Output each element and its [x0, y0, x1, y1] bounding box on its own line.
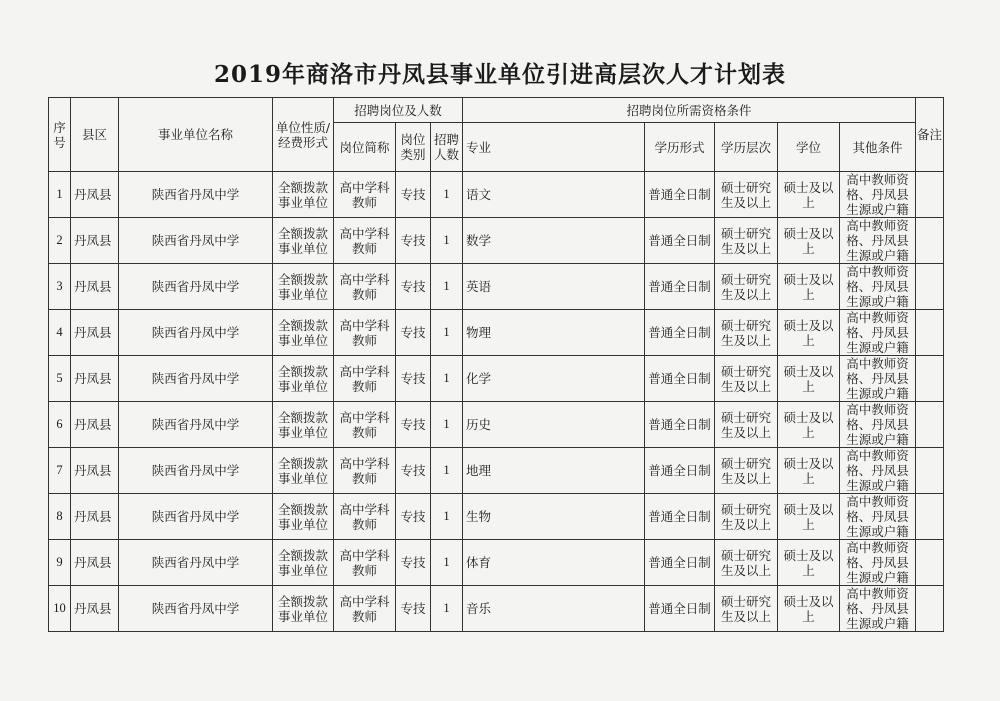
cell-edu-level: 硕士研究生及以上 [715, 264, 778, 310]
cell-post-type: 专技 [396, 264, 431, 310]
cell-major: 历史 [463, 402, 645, 448]
cell-major: 地理 [463, 448, 645, 494]
cell-remark [916, 494, 944, 540]
cell-degree: 硕士及以上 [778, 402, 840, 448]
header-edu-level: 学历层次 [715, 123, 778, 172]
cell-unit-name: 陕西省丹凤中学 [119, 172, 273, 218]
header-degree: 学位 [778, 123, 840, 172]
cell-index: 8 [49, 494, 71, 540]
cell-post-count: 1 [431, 494, 463, 540]
cell-other: 高中教师资格、丹凤县生源或户籍 [840, 172, 916, 218]
cell-edu-form: 普通全日制 [645, 356, 715, 402]
cell-edu-form: 普通全日制 [645, 402, 715, 448]
table-row [49, 310, 944, 356]
cell-county: 丹凤县 [71, 448, 119, 494]
cell-unit-nature: 全额拨款事业单位 [273, 356, 334, 402]
cell-unit-nature: 全额拨款事业单位 [273, 448, 334, 494]
cell-county: 丹凤县 [71, 264, 119, 310]
cell-post-name: 高中学科教师 [334, 356, 396, 402]
cell-remark [916, 540, 944, 586]
cell-unit-nature: 全额拨款事业单位 [273, 494, 334, 540]
cell-degree: 硕士及以上 [778, 494, 840, 540]
cell-edu-form: 普通全日制 [645, 540, 715, 586]
table-row [49, 402, 944, 448]
cell-unit-nature: 全额拨款事业单位 [273, 218, 334, 264]
header-group-post: 招聘岗位及人数 [334, 98, 463, 123]
cell-index: 10 [49, 586, 71, 632]
table-row [49, 356, 944, 402]
cell-county: 丹凤县 [71, 540, 119, 586]
header-remark: 备注 [916, 98, 944, 172]
cell-post-count: 1 [431, 356, 463, 402]
cell-index: 7 [49, 448, 71, 494]
cell-post-name: 高中学科教师 [334, 310, 396, 356]
cell-post-name: 高中学科教师 [334, 494, 396, 540]
cell-other: 高中教师资格、丹凤县生源或户籍 [840, 402, 916, 448]
table-header [49, 98, 944, 172]
cell-unit-nature: 全额拨款事业单位 [273, 310, 334, 356]
cell-major: 生物 [463, 494, 645, 540]
cell-post-name: 高中学科教师 [334, 402, 396, 448]
cell-post-name: 高中学科教师 [334, 218, 396, 264]
cell-edu-form: 普通全日制 [645, 264, 715, 310]
cell-county: 丹凤县 [71, 218, 119, 264]
header-group-requirements: 招聘岗位所需资格条件 [463, 98, 916, 123]
cell-post-type: 专技 [396, 540, 431, 586]
cell-post-name: 高中学科教师 [334, 172, 396, 218]
cell-post-name: 高中学科教师 [334, 448, 396, 494]
table-row [49, 448, 944, 494]
cell-index: 5 [49, 356, 71, 402]
cell-degree: 硕士及以上 [778, 540, 840, 586]
cell-edu-form: 普通全日制 [645, 494, 715, 540]
cell-other: 高中教师资格、丹凤县生源或户籍 [840, 218, 916, 264]
cell-edu-form: 普通全日制 [645, 586, 715, 632]
cell-edu-level: 硕士研究生及以上 [715, 310, 778, 356]
cell-unit-nature: 全额拨款事业单位 [273, 172, 334, 218]
cell-edu-level: 硕士研究生及以上 [715, 494, 778, 540]
table-row [49, 540, 944, 586]
cell-unit-name: 陕西省丹凤中学 [119, 540, 273, 586]
cell-degree: 硕士及以上 [778, 448, 840, 494]
cell-post-type: 专技 [396, 494, 431, 540]
cell-index: 2 [49, 218, 71, 264]
cell-unit-name: 陕西省丹凤中学 [119, 264, 273, 310]
cell-remark [916, 264, 944, 310]
cell-edu-level: 硕士研究生及以上 [715, 586, 778, 632]
header-unit-nature: 单位性质/经费形式 [273, 98, 334, 172]
cell-county: 丹凤县 [71, 402, 119, 448]
cell-post-type: 专技 [396, 402, 431, 448]
table-row [49, 494, 944, 540]
cell-unit-name: 陕西省丹凤中学 [119, 402, 273, 448]
cell-post-name: 高中学科教师 [334, 264, 396, 310]
cell-unit-nature: 全额拨款事业单位 [273, 402, 334, 448]
cell-post-count: 1 [431, 586, 463, 632]
cell-county: 丹凤县 [71, 356, 119, 402]
header-unit-name: 事业单位名称 [119, 98, 273, 172]
cell-post-count: 1 [431, 448, 463, 494]
table-row [49, 586, 944, 632]
table-row [49, 218, 944, 264]
cell-index: 4 [49, 310, 71, 356]
cell-unit-name: 陕西省丹凤中学 [119, 494, 273, 540]
cell-index: 9 [49, 540, 71, 586]
cell-unit-name: 陕西省丹凤中学 [119, 218, 273, 264]
cell-other: 高中教师资格、丹凤县生源或户籍 [840, 586, 916, 632]
header-major: 专业 [463, 123, 645, 172]
cell-county: 丹凤县 [71, 172, 119, 218]
cell-degree: 硕士及以上 [778, 356, 840, 402]
cell-index: 6 [49, 402, 71, 448]
cell-post-type: 专技 [396, 218, 431, 264]
cell-index: 1 [49, 172, 71, 218]
cell-post-type: 专技 [396, 448, 431, 494]
cell-county: 丹凤县 [71, 586, 119, 632]
cell-degree: 硕士及以上 [778, 264, 840, 310]
cell-other: 高中教师资格、丹凤县生源或户籍 [840, 540, 916, 586]
cell-unit-nature: 全额拨款事业单位 [273, 586, 334, 632]
header-post-name: 岗位简称 [334, 123, 396, 172]
header-index: 序号 [49, 98, 71, 172]
cell-major: 体育 [463, 540, 645, 586]
cell-major: 化学 [463, 356, 645, 402]
cell-unit-name: 陕西省丹凤中学 [119, 356, 273, 402]
cell-remark [916, 356, 944, 402]
cell-index: 3 [49, 264, 71, 310]
cell-county: 丹凤县 [71, 494, 119, 540]
cell-edu-level: 硕士研究生及以上 [715, 356, 778, 402]
cell-other: 高中教师资格、丹凤县生源或户籍 [840, 494, 916, 540]
cell-major: 英语 [463, 264, 645, 310]
cell-remark [916, 218, 944, 264]
cell-other: 高中教师资格、丹凤县生源或户籍 [840, 356, 916, 402]
cell-unit-name: 陕西省丹凤中学 [119, 586, 273, 632]
cell-post-count: 1 [431, 310, 463, 356]
cell-post-count: 1 [431, 402, 463, 448]
header-edu-form: 学历形式 [645, 123, 715, 172]
recruitment-plan-table [48, 97, 944, 632]
cell-edu-form: 普通全日制 [645, 172, 715, 218]
cell-unit-nature: 全额拨款事业单位 [273, 540, 334, 586]
cell-degree: 硕士及以上 [778, 586, 840, 632]
cell-edu-form: 普通全日制 [645, 448, 715, 494]
cell-unit-nature: 全额拨款事业单位 [273, 264, 334, 310]
cell-remark [916, 586, 944, 632]
cell-edu-form: 普通全日制 [645, 310, 715, 356]
header-county: 县区 [71, 98, 119, 172]
cell-other: 高中教师资格、丹凤县生源或户籍 [840, 310, 916, 356]
cell-major: 音乐 [463, 586, 645, 632]
cell-unit-name: 陕西省丹凤中学 [119, 448, 273, 494]
cell-post-type: 专技 [396, 356, 431, 402]
cell-post-name: 高中学科教师 [334, 540, 396, 586]
cell-post-count: 1 [431, 540, 463, 586]
cell-degree: 硕士及以上 [778, 172, 840, 218]
cell-post-type: 专技 [396, 310, 431, 356]
cell-remark [916, 172, 944, 218]
cell-other: 高中教师资格、丹凤县生源或户籍 [840, 448, 916, 494]
cell-degree: 硕士及以上 [778, 310, 840, 356]
cell-major: 数学 [463, 218, 645, 264]
cell-other: 高中教师资格、丹凤县生源或户籍 [840, 264, 916, 310]
cell-edu-level: 硕士研究生及以上 [715, 218, 778, 264]
cell-edu-level: 硕士研究生及以上 [715, 540, 778, 586]
table-row [49, 172, 944, 218]
cell-edu-level: 硕士研究生及以上 [715, 172, 778, 218]
header-post-count: 招聘人数 [431, 123, 463, 172]
cell-remark [916, 448, 944, 494]
table-body [49, 172, 944, 632]
cell-degree: 硕士及以上 [778, 218, 840, 264]
cell-post-type: 专技 [396, 172, 431, 218]
cell-edu-level: 硕士研究生及以上 [715, 448, 778, 494]
header-other: 其他条件 [840, 123, 916, 172]
header-post-type: 岗位类别 [396, 123, 431, 172]
page-title: 2019年商洛市丹凤县事业单位引进高层次人才计划表 [213, 61, 786, 88]
cell-post-count: 1 [431, 172, 463, 218]
cell-edu-level: 硕士研究生及以上 [715, 402, 778, 448]
cell-edu-form: 普通全日制 [645, 218, 715, 264]
cell-post-count: 1 [431, 264, 463, 310]
cell-remark [916, 310, 944, 356]
table-row [49, 264, 944, 310]
cell-post-count: 1 [431, 218, 463, 264]
cell-major: 物理 [463, 310, 645, 356]
cell-post-name: 高中学科教师 [334, 586, 396, 632]
cell-major: 语文 [463, 172, 645, 218]
cell-unit-name: 陕西省丹凤中学 [119, 310, 273, 356]
cell-post-type: 专技 [396, 586, 431, 632]
cell-remark [916, 402, 944, 448]
cell-county: 丹凤县 [71, 310, 119, 356]
